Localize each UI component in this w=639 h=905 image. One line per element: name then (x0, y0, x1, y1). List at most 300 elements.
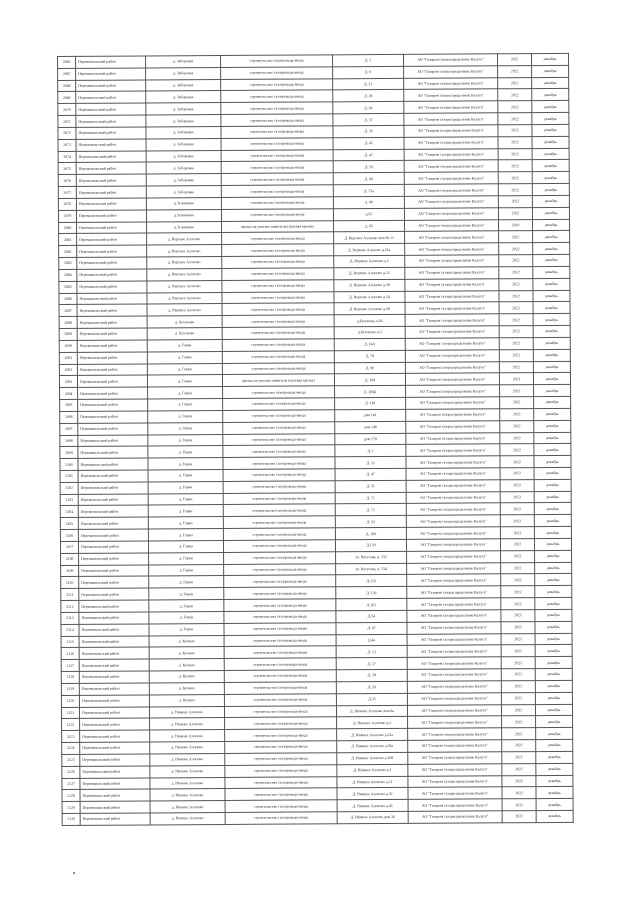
district-cell: Перемышльский район (78, 494, 148, 506)
month-cell: декабрь (534, 503, 571, 515)
address-cell: дом 148 (335, 421, 406, 433)
month-cell: декабрь (532, 207, 569, 219)
district-cell: Перемышльский район (77, 281, 147, 293)
year-cell: 2022 (499, 349, 533, 361)
year-cell: 2022 (501, 692, 535, 704)
work-type-cell: строительство газопровода-ввода (224, 646, 336, 659)
settlement-cell: д. Кучино (149, 659, 224, 671)
year-cell: 2022 (500, 491, 534, 503)
address-cell: Д. 39 (333, 125, 404, 137)
month-cell: декабрь (535, 574, 572, 586)
contractor-cell: АО "Газпром газораспределение Калуга" (405, 267, 499, 279)
row-number-cell: 2081 (59, 234, 77, 246)
district-cell: Перемышльский район (76, 210, 146, 222)
work-type-cell: строительство газопровода-ввода (223, 492, 335, 505)
row-number-cell: 2069 (58, 92, 76, 104)
address-cell: дом 178 (335, 433, 406, 445)
year-cell: 2022 (500, 397, 534, 409)
row-number-cell: 2072 (58, 127, 76, 139)
row-number-cell: 2098 (60, 435, 78, 447)
row-number-cell: 2088 (59, 317, 77, 329)
contractor-cell: АО "Газпром газораспределение Калуга" (405, 373, 499, 385)
district-cell: Перемышльский район (76, 198, 146, 210)
month-cell: декабрь (534, 432, 571, 444)
contractor-cell: АО "Газпром газораспределение Калуга" (406, 527, 500, 539)
work-type-cell: строительство газопровода-ввода (222, 244, 334, 257)
month-cell: декабрь (533, 373, 570, 385)
work-type-cell: строительство газопровода-ввода (225, 717, 337, 730)
settlement-cell: д. Кучино (149, 635, 224, 647)
month-cell: декабрь (533, 254, 570, 266)
district-cell: Перемышльский район (77, 316, 147, 328)
month-cell: декабрь (534, 491, 571, 503)
address-cell: Д. Верхнее Алопово д.38 (334, 279, 405, 291)
address-cell: дом 141 (335, 409, 406, 421)
work-type-cell: строительство газопровода-ввода (223, 457, 335, 470)
year-cell: 2022 (499, 361, 533, 373)
contractor-cell: АО "Газпром газораспределение Калуга" (408, 811, 502, 823)
address-cell: Д.161 (336, 598, 407, 610)
work-type-cell: строительство газопровода-ввода (224, 575, 336, 588)
address-cell: Д. 47 (333, 149, 404, 161)
address-cell: Д. 109 (335, 527, 406, 539)
settlement-cell: д. Верхнее Алопово (147, 268, 222, 280)
settlement-cell: д. Горки (148, 529, 223, 541)
contractor-cell: АО "Газпром газораспределение Калуга" (403, 54, 497, 66)
settlement-cell: д. Бухонова (147, 316, 222, 328)
address-cell: Д. 5 (332, 54, 403, 66)
month-cell: декабрь (535, 597, 572, 609)
row-number-cell: 2087 (59, 305, 77, 317)
contractor-cell: АО "Газпром газораспределение Калуга" (405, 279, 499, 291)
contractor-cell: АО "Газпром газораспределение Калуга" (406, 503, 500, 515)
settlement-cell: д. Горки (148, 434, 223, 446)
work-type-cell: строительство газопровода-ввода (225, 800, 337, 813)
district-cell: Перемышльский район (80, 777, 150, 789)
settlement-cell: д. Горки (147, 363, 222, 375)
month-cell: декабрь (532, 148, 569, 160)
month-cell: декабрь (535, 633, 572, 645)
address-cell: Д. 47 (335, 468, 406, 480)
work-type-cell: строительство газопровода-ввода (222, 280, 334, 293)
settlement-cell: д. Кучино (149, 671, 224, 683)
contractor-cell: АО "Газпром газораспределение Калуга" (404, 184, 498, 196)
district-cell: Перемышльский район (76, 162, 146, 174)
district-cell: Перемышльский район (77, 352, 147, 364)
month-cell: декабрь (533, 325, 570, 337)
settlement-cell: д. Нижнее Алопово (150, 777, 225, 789)
district-cell: Перемышльский район (76, 103, 146, 115)
address-cell: Д. 51 (335, 480, 406, 492)
contractor-cell: АО "Газпром газораспределение Калуга" (406, 456, 500, 468)
work-type-cell: строительство газопровода-ввода (221, 161, 333, 174)
settlement-cell: д. Нижнее Алопово (150, 753, 225, 765)
table-row (62, 810, 573, 825)
row-number-cell: 2113 (61, 612, 79, 624)
district-cell: Перемышльский район (79, 647, 149, 659)
district-cell: Перемышльский район (78, 505, 148, 517)
work-type-cell: строительство газопровода-ввода (224, 611, 336, 624)
district-cell: Перемышльский район (78, 458, 148, 470)
year-cell: 2022 (501, 574, 535, 586)
work-type-cell: строительство газопровода-ввода (221, 90, 333, 103)
work-type-cell: строительство газопровода-ввода (223, 516, 335, 529)
work-type-cell: строительство газопровода-ввода (224, 705, 336, 718)
year-cell: 2020 (499, 219, 533, 231)
row-number-cell: 2117 (61, 660, 79, 672)
settlement-cell: д. Нижнее Алопово (150, 812, 225, 824)
contractor-cell: АО "Газпром газораспределение Калуга" (407, 562, 501, 574)
contractor-cell: АО "Газпром газораспределение Калуга" (407, 693, 501, 705)
year-cell: 2022 (502, 775, 536, 787)
work-type-cell: строительство газопровода-ввода (223, 504, 335, 517)
year-cell: 2022 (498, 113, 532, 125)
address-cell: Д. 67 (336, 622, 407, 634)
year-cell: 2021 (499, 373, 533, 385)
address-cell: Д. 27 (336, 658, 407, 670)
district-cell: Перемышльский район (77, 375, 147, 387)
year-cell: 2022 (502, 716, 536, 728)
month-cell: декабрь (534, 479, 571, 491)
work-type-cell: строительство газопровода-ввода (224, 623, 336, 636)
month-cell: декабрь (535, 704, 572, 716)
work-type-cell: строительство газопровода-ввода (222, 256, 334, 269)
address-cell: Д. Нижнее Алопово дом 6а (336, 705, 407, 717)
year-cell: 2022 (500, 527, 534, 539)
row-number-cell: 2071 (58, 116, 76, 128)
address-cell: Д. Нижнее Алопово д.22а (337, 729, 408, 741)
row-number-cell: 2110 (61, 577, 79, 589)
year-cell: 2022 (498, 65, 532, 77)
work-type-cell: строительство газопровода-ввода (224, 670, 336, 683)
district-cell: Перемышльский район (78, 387, 148, 399)
district-cell: Перемышльский район (78, 446, 148, 458)
row-number-cell: 2129 (62, 802, 80, 814)
gas-connection-table (57, 53, 574, 826)
district-cell: Перемышльский район (79, 695, 149, 707)
row-number-cell: 2084 (59, 269, 77, 281)
settlement-cell: д. Горки (149, 576, 224, 588)
settlement-cell: д. Верхнее Алопово (147, 245, 222, 257)
settlement-cell: д. Горки (148, 540, 223, 552)
row-number-cell: 2130 (62, 813, 80, 825)
month-cell: декабрь (531, 53, 568, 65)
settlement-cell: д. Заборовка (146, 174, 221, 186)
work-type-cell: строительство газопровода-ввода (225, 729, 337, 742)
contractor-cell: АО "Газпром газораспределение Калуга" (407, 657, 501, 669)
contractor-cell: АО "Газпром газораспределение Калуга" (406, 480, 500, 492)
settlement-cell: д. Кучино (149, 694, 224, 706)
row-number-cell: 2073 (58, 139, 76, 151)
work-type-cell: строительство газопровода-ввода (223, 540, 335, 553)
settlement-cell: д. Горки (148, 458, 223, 470)
month-cell: декабрь (533, 278, 570, 290)
address-cell: Д. 78 (334, 350, 405, 362)
settlement-cell: д. Горки (148, 505, 223, 517)
contractor-cell: АО "Газпром газораспределение Калуга" (406, 539, 500, 551)
row-number-cell: 2067 (58, 68, 76, 80)
row-number-cell: 2094 (60, 388, 78, 400)
row-number-cell: 2075 (58, 163, 76, 175)
address-cell: Д. Нижнее Алопово д.32 (337, 788, 408, 800)
year-cell: 2022 (500, 444, 534, 456)
month-cell: декабрь (535, 657, 572, 669)
address-cell: Д. 14А (334, 338, 405, 350)
work-type-cell: строительство газопровода-ввода (221, 67, 333, 80)
contractor-cell: АО "Газпром газораспределение Калуга" (408, 728, 502, 740)
district-cell: Перемышльский район (76, 115, 146, 127)
contractor-cell: АО "Газпром газораспределение Калуга" (406, 491, 500, 503)
year-cell: 2022 (499, 278, 533, 290)
settlement-cell: д. Заборовка (146, 79, 221, 91)
row-number-cell: 2099 (60, 447, 78, 459)
contractor-cell: АО "Газпром газораспределение Калуга" (406, 420, 500, 432)
contractor-cell: АО "Газпром газораспределение Калуга" (407, 704, 501, 716)
settlement-cell: д. Кучино (149, 647, 224, 659)
year-cell: 2022 (499, 255, 533, 267)
district-cell: Перемышльский район (79, 588, 149, 600)
month-cell: декабрь (536, 751, 573, 763)
row-number-cell: 2126 (62, 766, 80, 778)
row-number-cell: 2066 (58, 56, 76, 68)
address-cell: Д. Нижнее Алопово д.109 (337, 752, 408, 764)
scan-speck (73, 872, 75, 874)
district-cell: Перемышльский район (80, 801, 150, 813)
month-cell: декабрь (534, 515, 571, 527)
address-cell: Д. Верхнее Алопово д.58 (334, 303, 405, 315)
row-number-cell: 2097 (60, 423, 78, 435)
row-number-cell: 2109 (61, 565, 79, 577)
work-type-cell: строительство газопровода-ввода (225, 776, 337, 789)
year-cell: 2022 (500, 468, 534, 480)
address-cell: Д. 28 (333, 90, 404, 102)
row-number-cell: 2122 (62, 719, 80, 731)
settlement-cell: д. Нижнее Алопово (150, 742, 225, 754)
address-cell: д.Бухонова д.3 (334, 326, 405, 338)
address-cell: ул. Кутузова, д. 234 (336, 563, 407, 575)
contractor-cell: АО "Газпром газораспределение Калуга" (405, 326, 499, 338)
month-cell: декабрь (532, 124, 569, 136)
contractor-cell: АО "Газпром газораспределение Калуга" (408, 799, 502, 811)
month-cell: декабрь (533, 349, 570, 361)
contractor-cell: АО "Газпром газораспределение Калуга" (408, 787, 502, 799)
year-cell: 2022 (500, 456, 534, 468)
settlement-cell: д. Горки (147, 375, 222, 387)
settlement-cell: д. Горки (148, 469, 223, 481)
month-cell: декабрь (535, 562, 572, 574)
row-number-cell: 2078 (58, 198, 76, 210)
settlement-cell: д. Заборовка (146, 103, 221, 115)
district-cell: Перемышльский район (77, 340, 147, 352)
year-cell: 2022 (498, 207, 532, 219)
work-type-cell: строительство газопровода-ввода (223, 469, 335, 482)
month-cell: декабрь (533, 361, 570, 373)
work-type-cell: строительство газопровода-ввода (225, 741, 337, 754)
work-type-cell: строительство газопровода-ввода (224, 694, 336, 707)
year-cell: 2022 (501, 562, 535, 574)
work-type-cell: врезка на участке заявителя (нулевая врезка) (222, 220, 334, 233)
address-cell: Д. 13 (336, 646, 407, 658)
contractor-cell: АО "Газпром газораспределение Калуга" (408, 763, 502, 775)
work-type-cell: строительство газопровода-ввода (224, 634, 336, 647)
work-type-cell: строительство газопровода-ввода (222, 268, 334, 281)
contractor-cell: АО "Газпром газораспределение Калуга" (405, 361, 499, 373)
year-cell: 2022 (500, 515, 534, 527)
contractor-cell: АО "Газпром газораспределение Калуга" (405, 302, 499, 314)
district-cell: Перемышльский район (76, 174, 146, 186)
month-cell: декабрь (536, 799, 573, 811)
contractor-cell: АО "Газпром газораспределение Калуга" (406, 432, 500, 444)
address-cell: Д. 9 (333, 66, 404, 78)
settlement-cell: д. Заборовка (146, 186, 221, 198)
contractor-cell: АО "Газпром газораспределение Калуга" (406, 385, 500, 397)
address-cell: д.61 (333, 208, 404, 220)
settlement-cell: д. Кучино (149, 682, 224, 694)
district-cell: Перемышльский район (76, 151, 146, 163)
contractor-cell: АО "Газпром газораспределение Калуга" (407, 586, 501, 598)
address-cell: Д. 29 (336, 681, 407, 693)
work-type-cell: строительство газопровода-ввода (221, 197, 333, 210)
address-cell: Д. 106Б (335, 386, 406, 398)
district-cell: Перемышльский район (78, 399, 148, 411)
row-number-cell: 2095 (60, 399, 78, 411)
settlement-cell: д. Горки (149, 552, 224, 564)
contractor-cell: АО "Газпром газораспределение Калуга" (406, 444, 500, 456)
row-number-cell: 2103 (60, 494, 78, 506)
month-cell: декабрь (534, 456, 571, 468)
work-type-cell: строительство газопровода-ввода (222, 362, 334, 375)
district-cell: Перемышльский район (76, 80, 146, 92)
contractor-cell: АО "Газпром газораспределение Калуга" (407, 633, 501, 645)
address-cell: Д. Нижнее Алопово д.30а (337, 740, 408, 752)
district-cell: Перемышльский район (78, 517, 148, 529)
contractor-cell: АО "Газпром газораспределение Калуга" (405, 255, 499, 267)
district-cell: Перемышльский район (76, 91, 146, 103)
contractor-cell: АО "Газпром газораспределение Калуга" (407, 610, 501, 622)
district-cell: Перемышльский район (78, 434, 148, 446)
district-cell: Перемышльский район (76, 139, 146, 151)
row-number-cell: 2128 (62, 790, 80, 802)
settlement-cell: д. Бухонова (147, 328, 222, 340)
row-number-cell: 2105 (60, 518, 78, 530)
settlement-cell: д. Горки (148, 517, 223, 529)
year-cell: 2022 (498, 196, 532, 208)
address-cell: Д. 36 (333, 102, 404, 114)
row-number-cell: 2076 (58, 175, 76, 187)
work-type-cell: строительство газопровода-ввода (221, 149, 333, 162)
address-cell: Д. 69 (333, 173, 404, 185)
work-type-cell: строительство газопровода-ввода (225, 753, 337, 766)
address-cell: Д.133 (336, 575, 407, 587)
work-type-cell: строительство газопровода-ввода (224, 563, 336, 576)
district-cell: Перемышльский район (79, 553, 149, 565)
settlement-cell: д. Верхнее Алопово (147, 233, 222, 245)
district-cell: Перемышльский район (79, 659, 149, 671)
address-cell: Д. 72 (335, 504, 406, 516)
month-cell: декабрь (534, 444, 571, 456)
year-cell: 2022 (499, 290, 533, 302)
year-cell: 2022 (501, 610, 535, 622)
row-number-cell: 2118 (61, 671, 79, 683)
month-cell: декабрь (533, 219, 570, 231)
district-cell: Перемышльский район (79, 565, 149, 577)
contractor-cell: АО "Газпром газораспределение Калуга" (405, 243, 499, 255)
year-cell: 2022 (497, 54, 531, 66)
year-cell: 2022 (501, 680, 535, 692)
settlement-cell: д. Нижнее Алопово (149, 706, 224, 718)
work-type-cell: строительство газопровода-ввода (221, 185, 333, 198)
work-type-cell: строительство газопровода-ввода (223, 481, 335, 494)
contractor-cell: АО "Газпром газораспределение Калуга" (405, 290, 499, 302)
month-cell: декабрь (536, 739, 573, 751)
district-cell: Перемышльский район (76, 56, 146, 68)
work-type-cell: строительство газопровода-ввода (222, 232, 334, 245)
contractor-cell: АО "Газпром газораспределение Калуга" (407, 681, 501, 693)
year-cell: 2022 (498, 160, 532, 172)
row-number-cell: 2127 (62, 778, 80, 790)
month-cell: декабрь (534, 467, 571, 479)
year-cell: 2022 (501, 586, 535, 598)
year-cell: 2022 (498, 148, 532, 160)
month-cell: декабрь (534, 420, 571, 432)
settlement-cell: д. Горки (149, 623, 224, 635)
district-cell: Перемышльский район (79, 576, 149, 588)
work-type-cell: строительство газопровода-ввода (221, 209, 333, 222)
district-cell: Перемышльский район (79, 612, 149, 624)
work-type-cell: строительство газопровода-ввода (221, 78, 333, 91)
month-cell: декабрь (532, 136, 569, 148)
district-cell: Перемышльский район (77, 328, 147, 340)
address-cell: Д. Верхнее Алопово д.33 (334, 267, 405, 279)
year-cell: 2022 (501, 645, 535, 657)
month-cell: декабрь (534, 396, 571, 408)
address-cell: Д. 90 (334, 362, 405, 374)
address-cell: Д. 118 (335, 397, 406, 409)
contractor-cell: АО "Газпром газораспределение Калуга" (405, 338, 499, 350)
year-cell: 2022 (502, 740, 536, 752)
contractor-cell: АО "Газпром газораспределение Калуга" (408, 775, 502, 787)
year-cell: 2022 (502, 787, 536, 799)
district-cell: Перемышльский район (78, 470, 148, 482)
settlement-cell: д. Нижнее Алопово (150, 730, 225, 742)
row-number-cell: 2083 (59, 257, 77, 269)
district-cell: Перемышльский район (79, 706, 149, 718)
row-number-cell: 2108 (61, 553, 79, 565)
district-cell: Перемышльский район (77, 363, 147, 375)
year-cell: 2022 (501, 669, 535, 681)
address-cell: Д. 104 (334, 374, 405, 386)
settlement-cell: д. Горки (147, 339, 222, 351)
row-number-cell: 2093 (59, 376, 77, 388)
scanned-page (57, 53, 573, 836)
month-cell: декабрь (535, 550, 572, 562)
district-cell: Перемышльский район (80, 754, 150, 766)
month-cell: декабрь (532, 160, 569, 172)
district-cell: Перемышльский район (77, 293, 147, 305)
contractor-cell: АО "Газпром газораспределение Калуга" (404, 66, 498, 78)
district-cell: Перемышльский район (76, 186, 146, 198)
year-cell: 2022 (499, 302, 533, 314)
month-cell: декабрь (533, 290, 570, 302)
contractor-cell: АО "Газпром газораспределение Калуга" (407, 669, 501, 681)
month-cell: декабрь (533, 231, 570, 243)
contractor-cell: АО "Газпром газораспределение Калуга" (405, 231, 499, 243)
row-number-cell: 2096 (60, 411, 78, 423)
month-cell: декабрь (532, 89, 569, 101)
row-number-cell: 2116 (61, 648, 79, 660)
settlement-cell: д. Горки (148, 410, 223, 422)
year-cell: 2022 (499, 267, 533, 279)
